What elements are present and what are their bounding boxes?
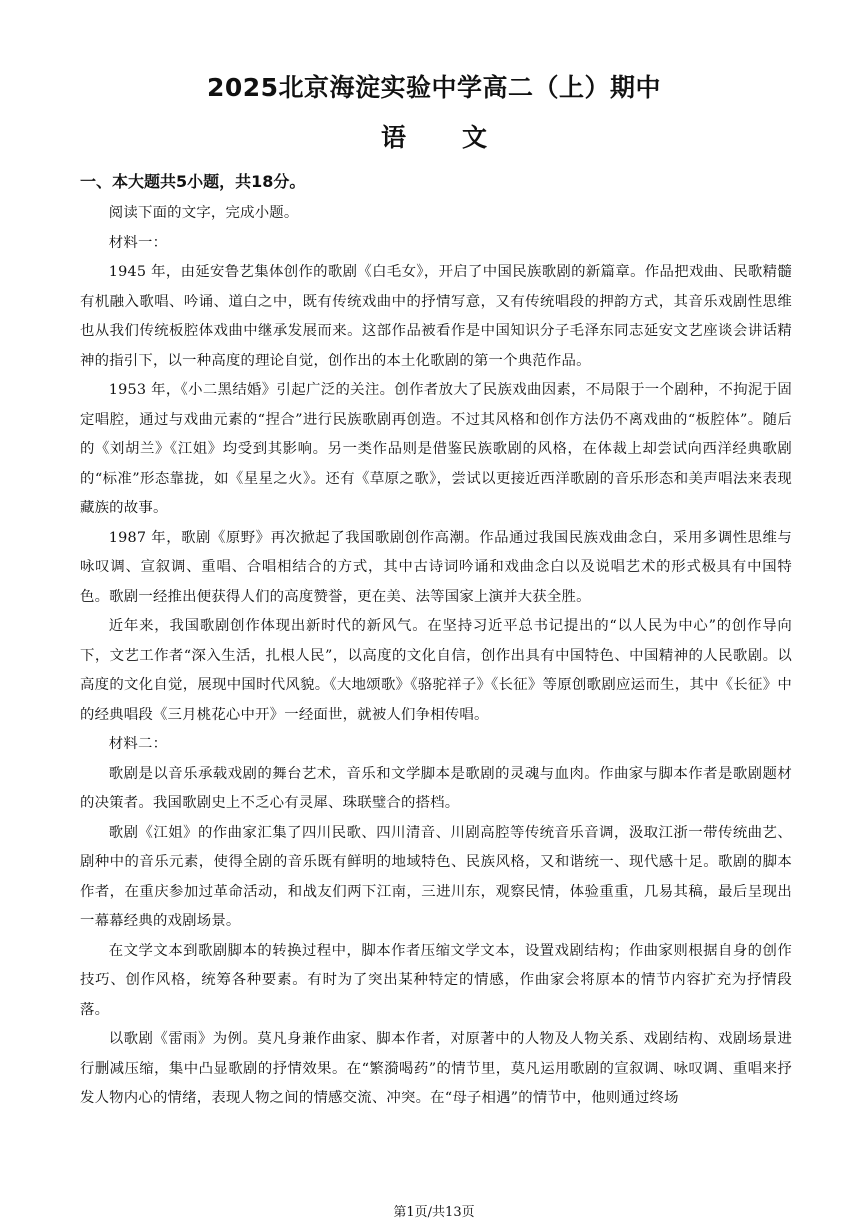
paragraph: 以歌剧《雷雨》为例。莫凡身兼作曲家、脚本作者，对原著中的人物及人物关系、戏剧结构、戏剧场景进行删减压缩，集中凸显歌剧的抒情效果。在“繁漪喝药”的情节里，莫凡运用歌剧的宣叙调、咏叹调、重唱来抒发人物内心的情绪，表现人物之间的情感交流、冲突。在“母子相遇”的情节中，他则通过终场 bbox=[80, 1031, 792, 1106]
subject-title: 语文 bbox=[380, 123, 543, 152]
exam-title: 2025北京海淀实验中学高二（上）期中 bbox=[206, 73, 662, 102]
page-number: 第1页/共13页 bbox=[393, 1205, 475, 1220]
paragraph: 在文学文本到歌剧脚本的转换过程中，脚本作者压缩文学文本，设置戏剧结构；作曲家则根据自身的创作技巧、创作风格，统筹各种要素。有时为了突出某种特定的情感，作曲家会将原本的情节内容扩充为抒情段落。 bbox=[80, 942, 792, 1018]
section-heading: 一、本大题共5小题，共18分。 bbox=[80, 172, 306, 191]
material-label: 材料一： bbox=[108, 234, 168, 251]
paragraph: 1987 年，歌剧《原野》再次掀起了我国歌剧创作高潮。作品通过我国民族戏曲念白，采用多调性思维与咏叹调、宣叙调、重唱、合唱相结合的方式，其中古诗词吟诵和戏曲念白以及说唱艺术的形式极具有中国特色。歌剧一经推出便获得人们的高度赞誉，更在美、法等国家上演并大获全胜。 bbox=[80, 529, 792, 605]
reading-passage bbox=[80, 199, 792, 1114]
paragraph: 歌剧《江姐》的作曲家汇集了四川民歌、四川清音、川剧高腔等传统音乐音调，汲取江浙一带传统曲艺、剧种中的音乐元素，使得全剧的音乐既有鲜明的地域特色、民族风格，又和谐统一、现代感十足。歌剧的脚本作者，在重庆参加过革命活动，和战友们两下江南，三进川东，观察民情，体验重重，几易其稿，最后呈现出一幕幕经典的戏剧场景。 bbox=[80, 824, 792, 929]
paragraph: 近年来，我国歌剧创作体现出新时代的新风气。在坚持习近平总书记提出的“以人民为中心”的创作导向下，文艺工作者“深入生活，扎根人民”，以高度的文化自信，创作出具有中国特色、中国精神的人民歌剧。以高度的文化自觉，展现中国时代风貌。《大地颂歌》《骆驼祥子》《长征》等原创歌剧应运而生，其中《长征》中的经典唱段《三月桃花心中开》一经面世，就被人们争相传唱。 bbox=[80, 618, 792, 723]
material-label: 材料二： bbox=[108, 736, 168, 752]
instruction: 阅读下面的文字，完成小题。 bbox=[108, 205, 299, 221]
paragraph: 歌剧是以音乐承载戏剧的舞台艺术，音乐和文学脚本是歌剧的灵魂与血肉。作曲家与脚本作者是歌剧题材的决策者。我国歌剧史上不乏心有灵犀、珠联璧合的搭档。 bbox=[80, 765, 792, 811]
paragraph: 1945 年，由延安鲁艺集体创作的歌剧《白毛女》，开启了中国民族歌剧的新篇章。作品把戏曲、民歌精髓有机融入歌唱、吟诵、道白之中，既有传统戏曲中的抒情写意，又有传统唱段的押韵方式，其音乐戏剧性思维也从我们传统板腔体戏曲中继承发展而来。这部作品被看作是中国知识分子毛泽东同志延安文艺座谈会讲话精神的指引下，以一种高度的理论自觉，创作出的本土化歌剧的第一个典范作品。 bbox=[80, 264, 792, 369]
paragraph: 1953 年，《小二黑结婚》引起广泛的关注。创作者放大了民族戏曲因素，不局限于一个剧种，不拘泥于固定唱腔，通过与戏曲元素的“捏合”进行民族歌剧再创造。不过其风格和创作方法仍不离戏曲的“板腔体”。随后的《刘胡兰》《江姐》均受到其影响。另一类作品则是借鉴民族歌剧的风格，在体裁上却尝试向西洋经典歌剧的“标准”形态靠拢，如《星星之火》。还有《草原之歌》，尝试以更接近西洋歌剧的音乐形态和美声唱法来表现藏族的故事。 bbox=[80, 382, 792, 516]
